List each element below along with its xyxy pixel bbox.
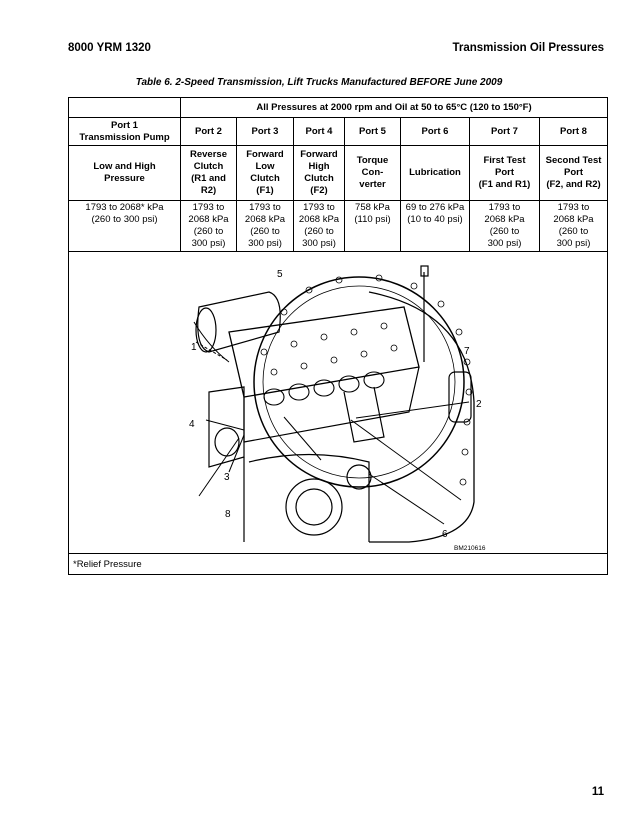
- function-row: [69, 146, 607, 201]
- function-cell: First Test Port (F1 and R1): [470, 146, 540, 200]
- pressure-table: [68, 97, 608, 575]
- page-number: 11: [591, 786, 604, 798]
- callout-label: 5: [277, 269, 283, 280]
- value-row: [69, 201, 607, 252]
- port-header: Port 5: [345, 118, 401, 145]
- callout-label: 2: [476, 399, 482, 410]
- table-caption: Table 6. 2-Speed Transmission, Lift Trucks Manufactured BEFORE June 2009: [135, 77, 503, 88]
- port-header: Port 4: [294, 118, 345, 145]
- function-cell: Reverse Clutch (R1 and R2): [181, 146, 237, 200]
- port-header-row: [69, 118, 607, 146]
- table-span-header-row: [69, 98, 607, 118]
- port-header: Port 7: [470, 118, 540, 145]
- callout-label: 8: [225, 509, 231, 520]
- port-header: Port 8: [560, 125, 587, 137]
- function-cell: Torque Con- verter: [345, 146, 401, 200]
- function-cell: Lubrication: [401, 146, 470, 200]
- port-header: Port 6: [401, 118, 470, 145]
- value-cell: 1793 to 2068 kPa (260 to 300 psi): [181, 201, 237, 251]
- transmission-illustration: [69, 252, 607, 553]
- function-cell: Second Test Port (F2, and R2): [545, 155, 602, 190]
- callout-label: 3: [224, 472, 230, 483]
- value-cell: 1793 to 2068* kPa (260 to 300 psi): [69, 201, 181, 251]
- figure-id: BM210616: [454, 545, 486, 552]
- footnote-row: [69, 554, 607, 574]
- empty-corner-cell: [69, 98, 181, 117]
- port-header: Port 3: [237, 118, 294, 145]
- footnote: *Relief Pressure: [73, 558, 142, 570]
- section-title: Transmission Oil Pressures: [452, 42, 604, 54]
- callout-label: 1: [191, 342, 197, 353]
- value-cell: 1793 to 2068 kPa (260 to 300 psi): [294, 201, 345, 251]
- port-header: Port 2: [181, 118, 237, 145]
- function-cell: Forward High Clutch (F2): [294, 146, 345, 200]
- manual-id: 8000 YRM 1320: [68, 42, 151, 54]
- function-cell: Forward Low Clutch (F1): [237, 146, 294, 200]
- figure-row: [69, 252, 607, 554]
- callout-label: 6: [442, 529, 448, 540]
- function-cell: Low and High Pressure: [69, 146, 181, 200]
- value-cell: 1793 to 2068 kPa (260 to 300 psi): [553, 202, 594, 249]
- callout-label: 4: [189, 419, 195, 430]
- value-cell: 1793 to 2068 kPa (260 to 300 psi): [237, 201, 294, 251]
- value-cell: 69 to 276 kPa (10 to 40 psi): [401, 201, 470, 251]
- port-header: Port 1 Transmission Pump: [69, 118, 181, 145]
- span-header: All Pressures at 2000 rpm and Oil at 50 to 65°C (120 to 150°F): [256, 101, 532, 113]
- callout-label: 7: [464, 346, 470, 357]
- value-cell: 758 kPa (110 psi): [345, 201, 401, 251]
- value-cell: 1793 to 2068 kPa (260 to 300 psi): [470, 201, 540, 251]
